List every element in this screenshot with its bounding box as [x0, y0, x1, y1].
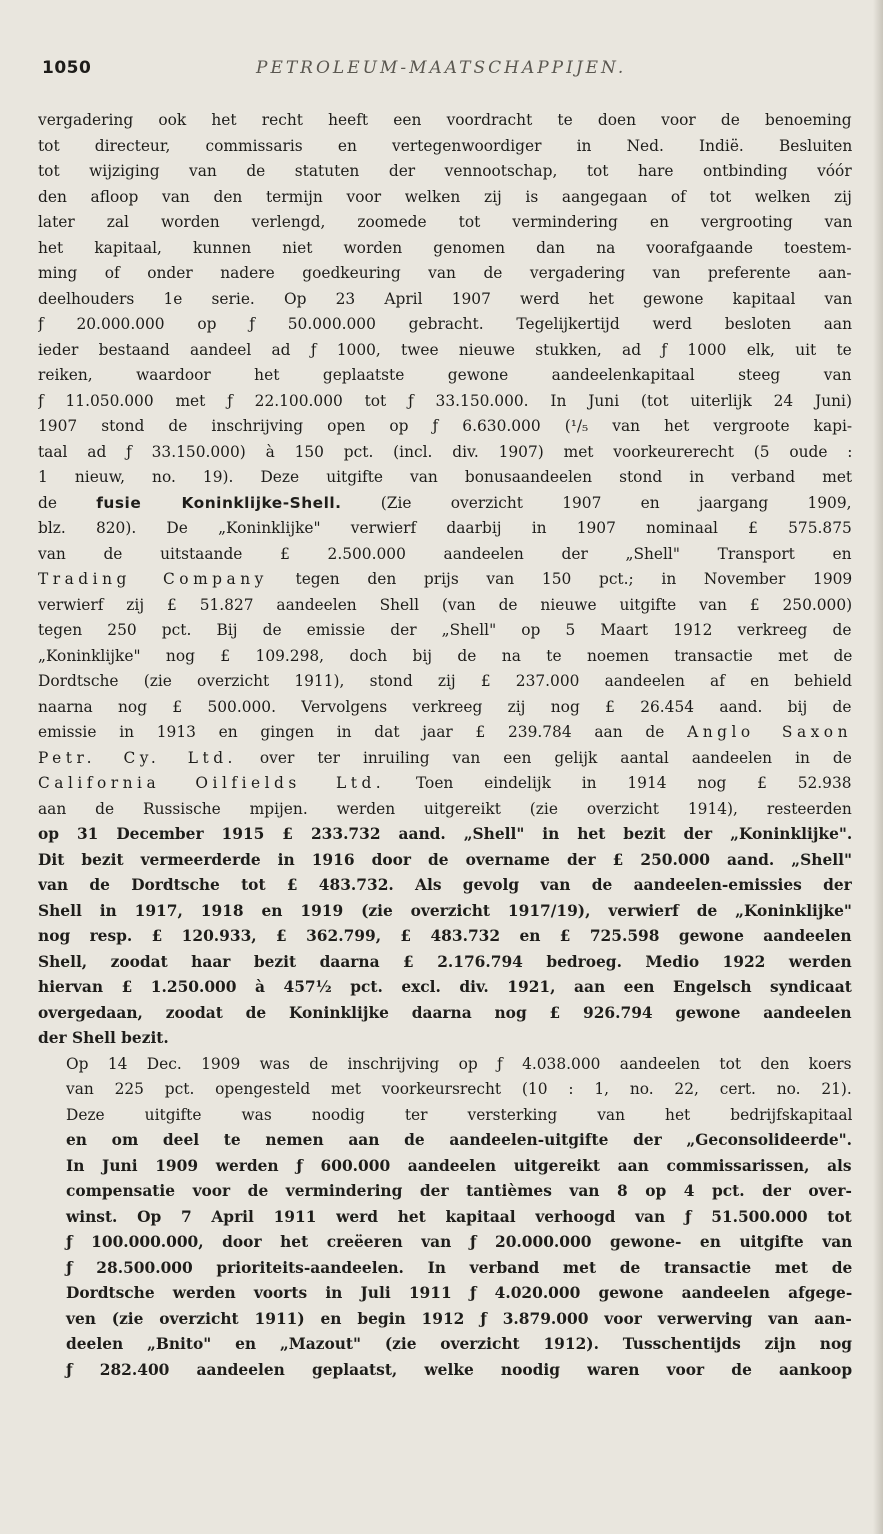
text-line [38, 210, 852, 236]
text-run: tot directeur, commissaris en vertegenwoordiger in Ned. Indië. Besluiten [38, 136, 852, 155]
text-run: hiervan £ 1.250.000 à 457½ pct. excl. div. 1921, aan een Engelsch syndicaat [38, 978, 852, 996]
text-run: en om deel te nemen aan de aandeelen-uitgifte der „Geconsolideerde". [66, 1131, 852, 1149]
text-run: Op 14 Dec. 1909 was de inschrijving op ƒ 4.038.000 aandeelen tot den koers [66, 1054, 852, 1073]
text-run: later zal worden verlengd, zoomede tot vermindering en vergrooting van [38, 213, 852, 231]
text-run: tegen 250 pct. Bij de emissie der „Shell" op 5 Maart 1912 verkreeg de [38, 621, 852, 639]
text-run: van 225 pct. opengesteld met voorkeursrecht (10 : 1, no. 22, cert. no. 21). [66, 1080, 852, 1098]
text-line [38, 720, 852, 746]
text-run: Dordtsche (zie overzicht 1911), stond zij £ 237.000 aandeelen af en behield [38, 672, 852, 690]
text-line [38, 108, 852, 134]
text-line [38, 159, 852, 185]
text-run: winst. Op 7 April 1911 werd het kapitaal verhoogd van ƒ 51.500.000 tot [66, 1207, 852, 1226]
text-line-bold [38, 1281, 852, 1307]
text-line-bold [38, 975, 852, 1001]
text-run: Shell, zoodat haar bezit daarna £ 2.176.794 bedroeg. Medio 1922 werden [38, 952, 852, 971]
text-run: Deze uitgifte was noodig ter versterking van het bedrijfskapitaal [66, 1105, 852, 1124]
text-run: ieder bestaand aandeel ad ƒ 1000, twee nieuwe stukken, ad ƒ 1000 elk, uit te [38, 340, 852, 359]
text-line-bold [38, 873, 852, 899]
text-line [38, 593, 852, 619]
text-line-bold [38, 899, 852, 925]
text-run: blz. 820). De „Koninklijke" verwierf daarbij in 1907 nominaal £ 575.875 [38, 519, 852, 537]
text-run: ƒ 20.000.000 op ƒ 50.000.000 gebracht. Tegelijkertijd werd besloten aan [38, 315, 852, 333]
text-line [38, 236, 852, 262]
text-line-bold [38, 1179, 852, 1205]
text-line-bold [38, 1332, 852, 1358]
text-line-bold [38, 1307, 852, 1333]
text-run: den afloop van den termijn voor welken zij is aangegaan of tot welken zij [38, 187, 852, 206]
text-run: ming of onder nadere goedkeuring van de vergadering van preferente aan- [38, 264, 852, 282]
page-number: 1050 [42, 58, 92, 78]
text-line [38, 1103, 852, 1129]
text-run: compensatie voor de vermindering der tantièmes van 8 op 4 pct. der over- [66, 1182, 852, 1200]
text-line [38, 185, 852, 211]
body-text [38, 108, 852, 1383]
text-line [38, 618, 852, 644]
company-name: California Oilfields Ltd. [38, 774, 386, 792]
text-line [38, 1077, 852, 1103]
text-run: van de uitstaande £ 2.500.000 aandeelen der „Shell" Transport en [38, 544, 852, 563]
company-name: Anglo Saxon [687, 723, 852, 741]
text-line [38, 516, 852, 542]
text-run: Shell in 1917, 1918 en 1919 (zie overzicht 1917/19), verwierf de „Koninklijke" [38, 901, 852, 920]
text-run: de [38, 493, 97, 512]
text-run: taal ad ƒ 33.150.000) à 150 pct. (incl. div. 1907) met voorkeurerecht (5 oude : [38, 442, 852, 461]
text-run: op 31 December 1915 £ 233.732 aand. „Shell" in het bezit der „Koninklijke". [38, 825, 852, 843]
text-run: Dordtsche werden voorts in Juli 1911 ƒ 4.020.000 gewone aandeelen afgege- [66, 1284, 852, 1302]
text-line [38, 771, 852, 797]
text-line-bold [38, 924, 852, 950]
text-line-bold [38, 1358, 852, 1384]
paragraph-2 [38, 1052, 852, 1384]
page-header [38, 58, 865, 92]
text-run: ƒ 100.000.000, door het creëeren van ƒ 20.000.000 gewone- en uitgifte van [66, 1233, 852, 1251]
text-line [38, 312, 852, 338]
text-run: 1 nieuw, no. 19). Deze uitgifte van bonusaandeelen stond in verband met [38, 468, 852, 486]
text-line [38, 414, 852, 440]
text-run: tot wijziging van de statuten der vennootschap, tot hare ontbinding vóór [38, 162, 852, 180]
text-line [38, 669, 852, 695]
text-run: naarna nog £ 500.000. Vervolgens verkreeg zij nog £ 26.454 aand. bij de [38, 697, 852, 716]
text-run: Toen eindelijk in 1914 nog £ 52.938 [385, 774, 852, 792]
text-line-bold [38, 1230, 852, 1256]
text-line [38, 338, 852, 364]
text-line [38, 465, 852, 491]
text-line [38, 389, 852, 415]
text-run: overgedaan, zoodat de Koninklijke daarna nog £ 926.794 gewone aandeelen [38, 1003, 852, 1022]
text-run: reiken, waardoor het geplaatste gewone aandeelenkapitaal steeg van [38, 366, 852, 384]
text-line-bold [38, 1001, 852, 1027]
text-line [38, 134, 852, 160]
text-run: Dit bezit vermeerderde in 1916 door de overname der £ 250.000 aand. „Shell" [38, 850, 852, 869]
text-line [38, 363, 852, 389]
text-line [38, 440, 852, 466]
text-line [38, 542, 852, 568]
text-run: deelhouders 1e serie. Op 23 April 1907 werd het gewone kapitaal van [38, 289, 852, 308]
company-name: Petr. Cy. Ltd. [38, 748, 237, 767]
text-line [38, 261, 852, 287]
text-run: aan de Russische mpijen. werden uitgereikt (zie overzicht 1914), resteerden [38, 799, 852, 818]
text-run: ƒ 28.500.000 prioriteits-aandeelen. In verband met de transactie met de [66, 1258, 852, 1277]
text-run: 1907 stond de inschrijving open op ƒ 6.630.000 (¹/₅ van het vergroote kapi- [38, 417, 852, 435]
text-run: van de Dordtsche tot £ 483.732. Als gevolg van de aandeelen-emissies der [38, 876, 852, 894]
text-run: het kapitaal, kunnen niet worden genomen dan na voorafgaande toestem- [38, 238, 852, 257]
text-run: der Shell bezit. [38, 1029, 169, 1047]
text-run: (Zie overzicht 1907 en jaargang 1909, [341, 493, 852, 512]
text-run: In Juni 1909 werden ƒ 600.000 aandeelen uitgereikt aan commissarissen, als [66, 1156, 852, 1175]
text-run: vergadering ook het recht heeft een voordracht te doen voor de benoeming [38, 111, 852, 129]
text-run: verwierf zij £ 51.827 aandeelen Shell (van de nieuwe uitgifte van £ 250.000) [38, 595, 852, 614]
text-line-bold [38, 950, 852, 976]
text-line-bold [38, 1256, 852, 1282]
text-line [38, 797, 852, 823]
text-run: ven (zie overzicht 1911) en begin 1912 ƒ 3.879.000 voor verwerving van aan- [66, 1309, 852, 1328]
text-line [38, 287, 852, 313]
text-line-bold [38, 822, 852, 848]
fusie-heading: fusie Koninklijke-Shell. [96, 493, 342, 512]
text-line [38, 567, 852, 593]
page-edge [873, 0, 883, 1534]
running-title: PETROLEUM-MAATSCHAPPIJEN. [256, 58, 627, 78]
text-run: emissie in 1913 en gingen in dat jaar £ 239.784 aan de [38, 723, 688, 741]
text-line [38, 695, 852, 721]
text-line-bold [38, 1128, 852, 1154]
paragraph-1 [38, 108, 852, 1052]
text-run: deelen „Bnito" en „Mazout" (zie overzicht 1912). Tusschentijds zijn nog [66, 1335, 852, 1353]
text-line-bold [38, 1205, 852, 1231]
text-line [38, 1052, 852, 1078]
company-name: Trading Company [38, 570, 268, 588]
text-run: tegen den prijs van 150 pct.; in November 1909 [267, 570, 852, 588]
text-run: ƒ 282.400 aandeelen geplaatst, welke noodig waren voor de aankoop [66, 1360, 852, 1379]
text-run: over ter inruiling van een gelijk aantal aandeelen in de [236, 748, 852, 767]
text-line-bold [38, 848, 852, 874]
text-line [38, 491, 852, 517]
text-run: „Koninklijke" nog £ 109.298, doch bij de na te noemen transactie met de [38, 646, 852, 665]
text-line [38, 644, 852, 670]
text-run: nog resp. £ 120.933, £ 362.799, £ 483.732 en £ 725.598 gewone aandeelen [38, 927, 852, 945]
text-run: ƒ 11.050.000 met ƒ 22.100.000 tot ƒ 33.150.000. In Juni (tot uiterlijk 24 Juni) [38, 391, 852, 410]
text-line [38, 746, 852, 772]
text-line-bold [38, 1026, 852, 1052]
text-line-bold [38, 1154, 852, 1180]
